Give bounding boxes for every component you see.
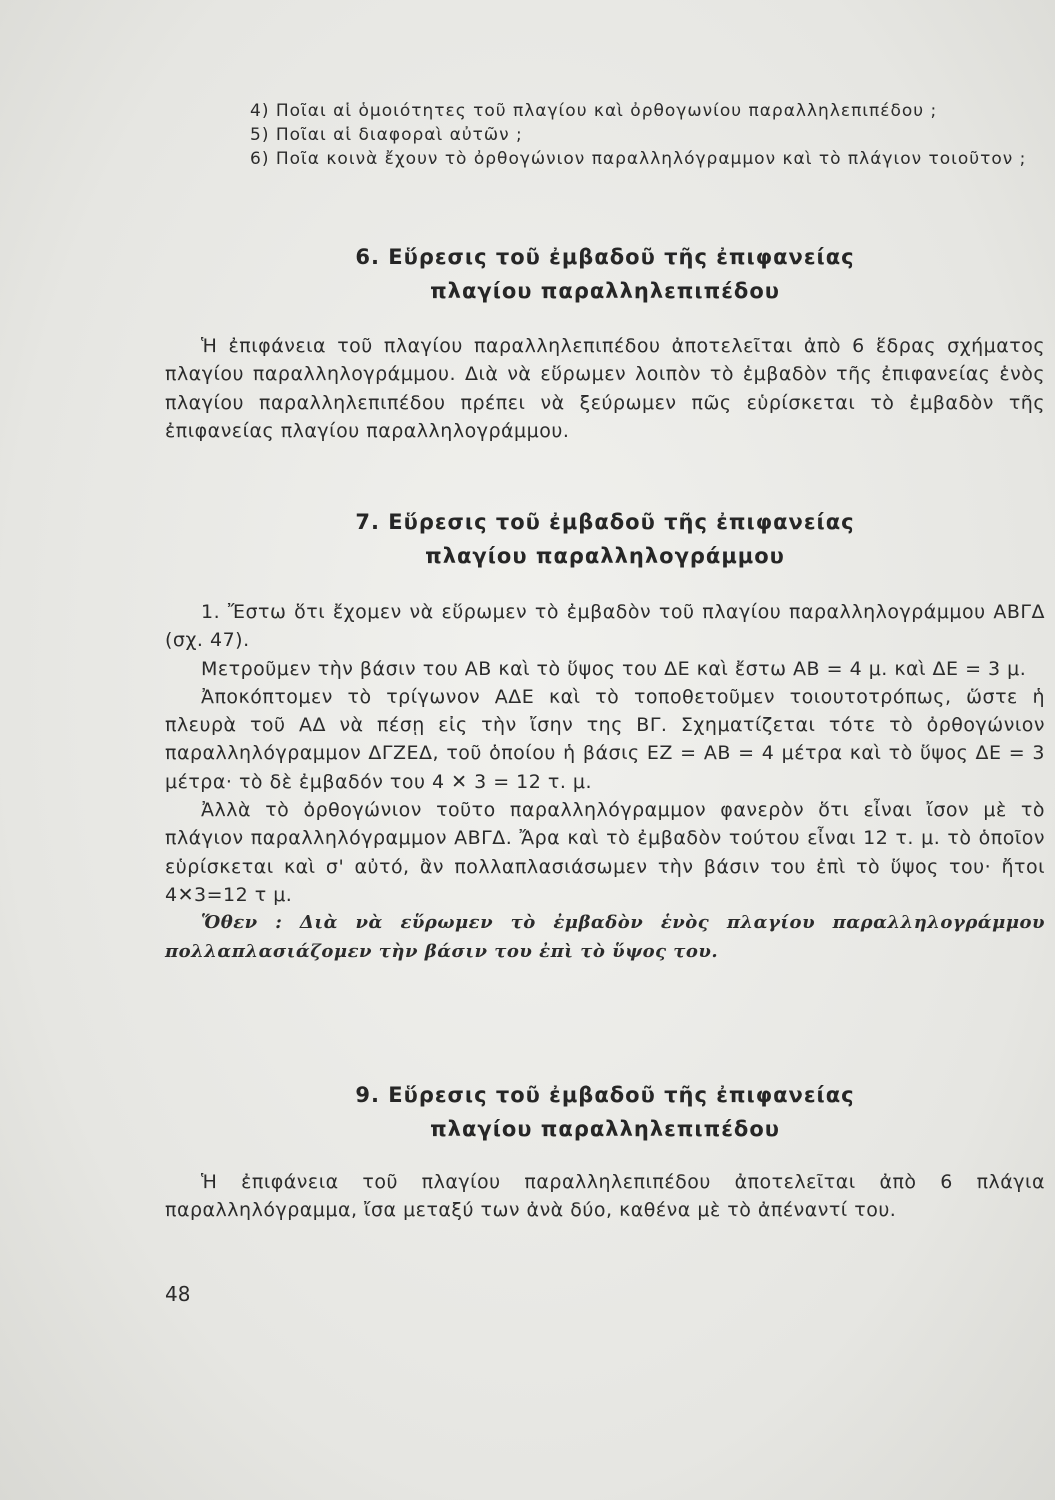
question-5: 5) Ποῖαι αἱ διαφοραὶ αὐτῶν ; [250, 125, 523, 145]
section-6-heading [165, 240, 1045, 308]
section-7-heading [165, 505, 1045, 573]
section-9-heading [165, 1078, 1045, 1146]
section-6-heading-line1: 6. Εὕρεσις τοῦ ἐμβαδοῦ τῆς ἐπιφανείας [355, 245, 855, 269]
review-questions [165, 100, 1045, 170]
section-9-body [165, 1168, 1045, 1225]
page-number: 48 [165, 1282, 191, 1306]
question-6: 6) Ποῖα κοινὰ ἔχουν τὸ ὀρθογώνιον παραλληλόγραμμον καὶ τὸ πλάγιον τοιοῦτον ; [250, 149, 1027, 169]
section-6-body [165, 332, 1045, 445]
section-7-heading-line2: πλαγίου παραλληλογράμμου [425, 544, 785, 568]
section-7-paragraph-2: Μετροῦμεν τὴν βάσιν του ΑΒ καὶ τὸ ὕψος του ΔΕ καὶ ἔστω ΑΒ = 4 μ. καὶ ΔΕ = 3 μ. [201, 657, 1027, 680]
section-7-paragraph-3: Ἀποκόπτομεν τὸ τρίγωνον ΑΔΕ καὶ τὸ τοποθετοῦμεν τοιουτοτρόπως, ὥστε ἡ πλευρὰ τοῦ ΑΔ νὰ πέσῃ εἰς τὴν ἴσην της ΒΓ. Σχηματίζεται τότε τὸ ὀρθογώνιον παραλληλόγραμμον ΔΓΖΕΔ, τοῦ ὁποίου ἡ βάσις ΕΖ = ΑΒ = 4 μέτρα καὶ τὸ ὕψος ΔΕ = 3 μέτρα· τὸ δὲ ἐμβαδόν του 4 ✕ 3 = 12 τ. μ. [165, 685, 1045, 793]
section-7-paragraph-4: Ἀλλὰ τὸ ὀρθογώνιον τοῦτο παραλληλόγραμμον φανερὸν ὅτι εἶναι ἴσον μὲ τὸ πλάγιον παραλληλόγραμμον ΑΒΓΔ. Ἄρα καὶ τὸ ἐμβαδὸν τούτου εἶναι 12 τ. μ. τὸ ὁποῖον εὑρίσκεται καὶ σ' αὐτό, ἂν πολλαπλασιάσωμεν τὴν βάσιν του ἐπὶ τὸ ὕψος του· ἤτοι 4✕3=12 τ μ. [165, 799, 1045, 906]
section-9-heading-line1: 9. Εὕρεσις τοῦ ἐμβαδοῦ τῆς ἐπιφανείας [355, 1083, 855, 1107]
section-7-paragraph-1: 1. Ἔστω ὅτι ἔχομεν νὰ εὕρωμεν τὸ ἐμβαδὸν τοῦ πλαγίου παραλληλογράμμου ΑΒΓΔ (σχ. 47). [165, 601, 1045, 652]
section-9-paragraph: Ἡ ἐπιφάνεια τοῦ πλαγίου παραλληλεπιπέδου ἀποτελεῖται ἀπὸ 6 πλάγια παραλληλόγραμμα, ἴσα μεταξύ των ἀνὰ δύο, καθένα μὲ τὸ ἀπέναντί του. [165, 1171, 1045, 1222]
question-4: 4) Ποῖαι αἱ ὁμοιότητες τοῦ πλαγίου καὶ ὀρθογωνίου παραλληλεπιπέδου ; [250, 101, 938, 121]
section-7-rule: Ὅθεν : Διὰ νὰ εὕρωμεν τὸ ἐμβαδὸν ἑνὸς πλαγίου παραλληλογράμμου πολλαπλασιάζομεν τὴν βάσιν του ἐπὶ τὸ ὕψος του. [165, 912, 1045, 962]
section-7-heading-line1: 7. Εὕρεσις τοῦ ἐμβαδοῦ τῆς ἐπιφανείας [355, 510, 855, 534]
section-7-body [165, 598, 1045, 966]
section-9-heading-line2: πλαγίου παραλληλεπιπέδου [430, 1117, 780, 1141]
section-6-paragraph: Ἡ ἐπιφάνεια τοῦ πλαγίου παραλληλεπιπέδου ἀποτελεῖται ἀπὸ 6 ἕδρας σχήματος πλαγίου παραλληλογράμμου. Διὰ νὰ εὕρωμεν λοιπὸν τὸ ἐμβαδὸν τῆς ἐπιφανείας ἑνὸς πλαγίου παραλληλεπιπέδου πρέπει νὰ ξεύρωμεν πῶς εὑρίσκεται τὸ ἐμβαδὸν τῆς ἐπιφανείας πλαγίου παραλληλογράμμου. [165, 335, 1045, 442]
section-6-heading-line2: πλαγίου παραλληλεπιπέδου [430, 279, 780, 303]
